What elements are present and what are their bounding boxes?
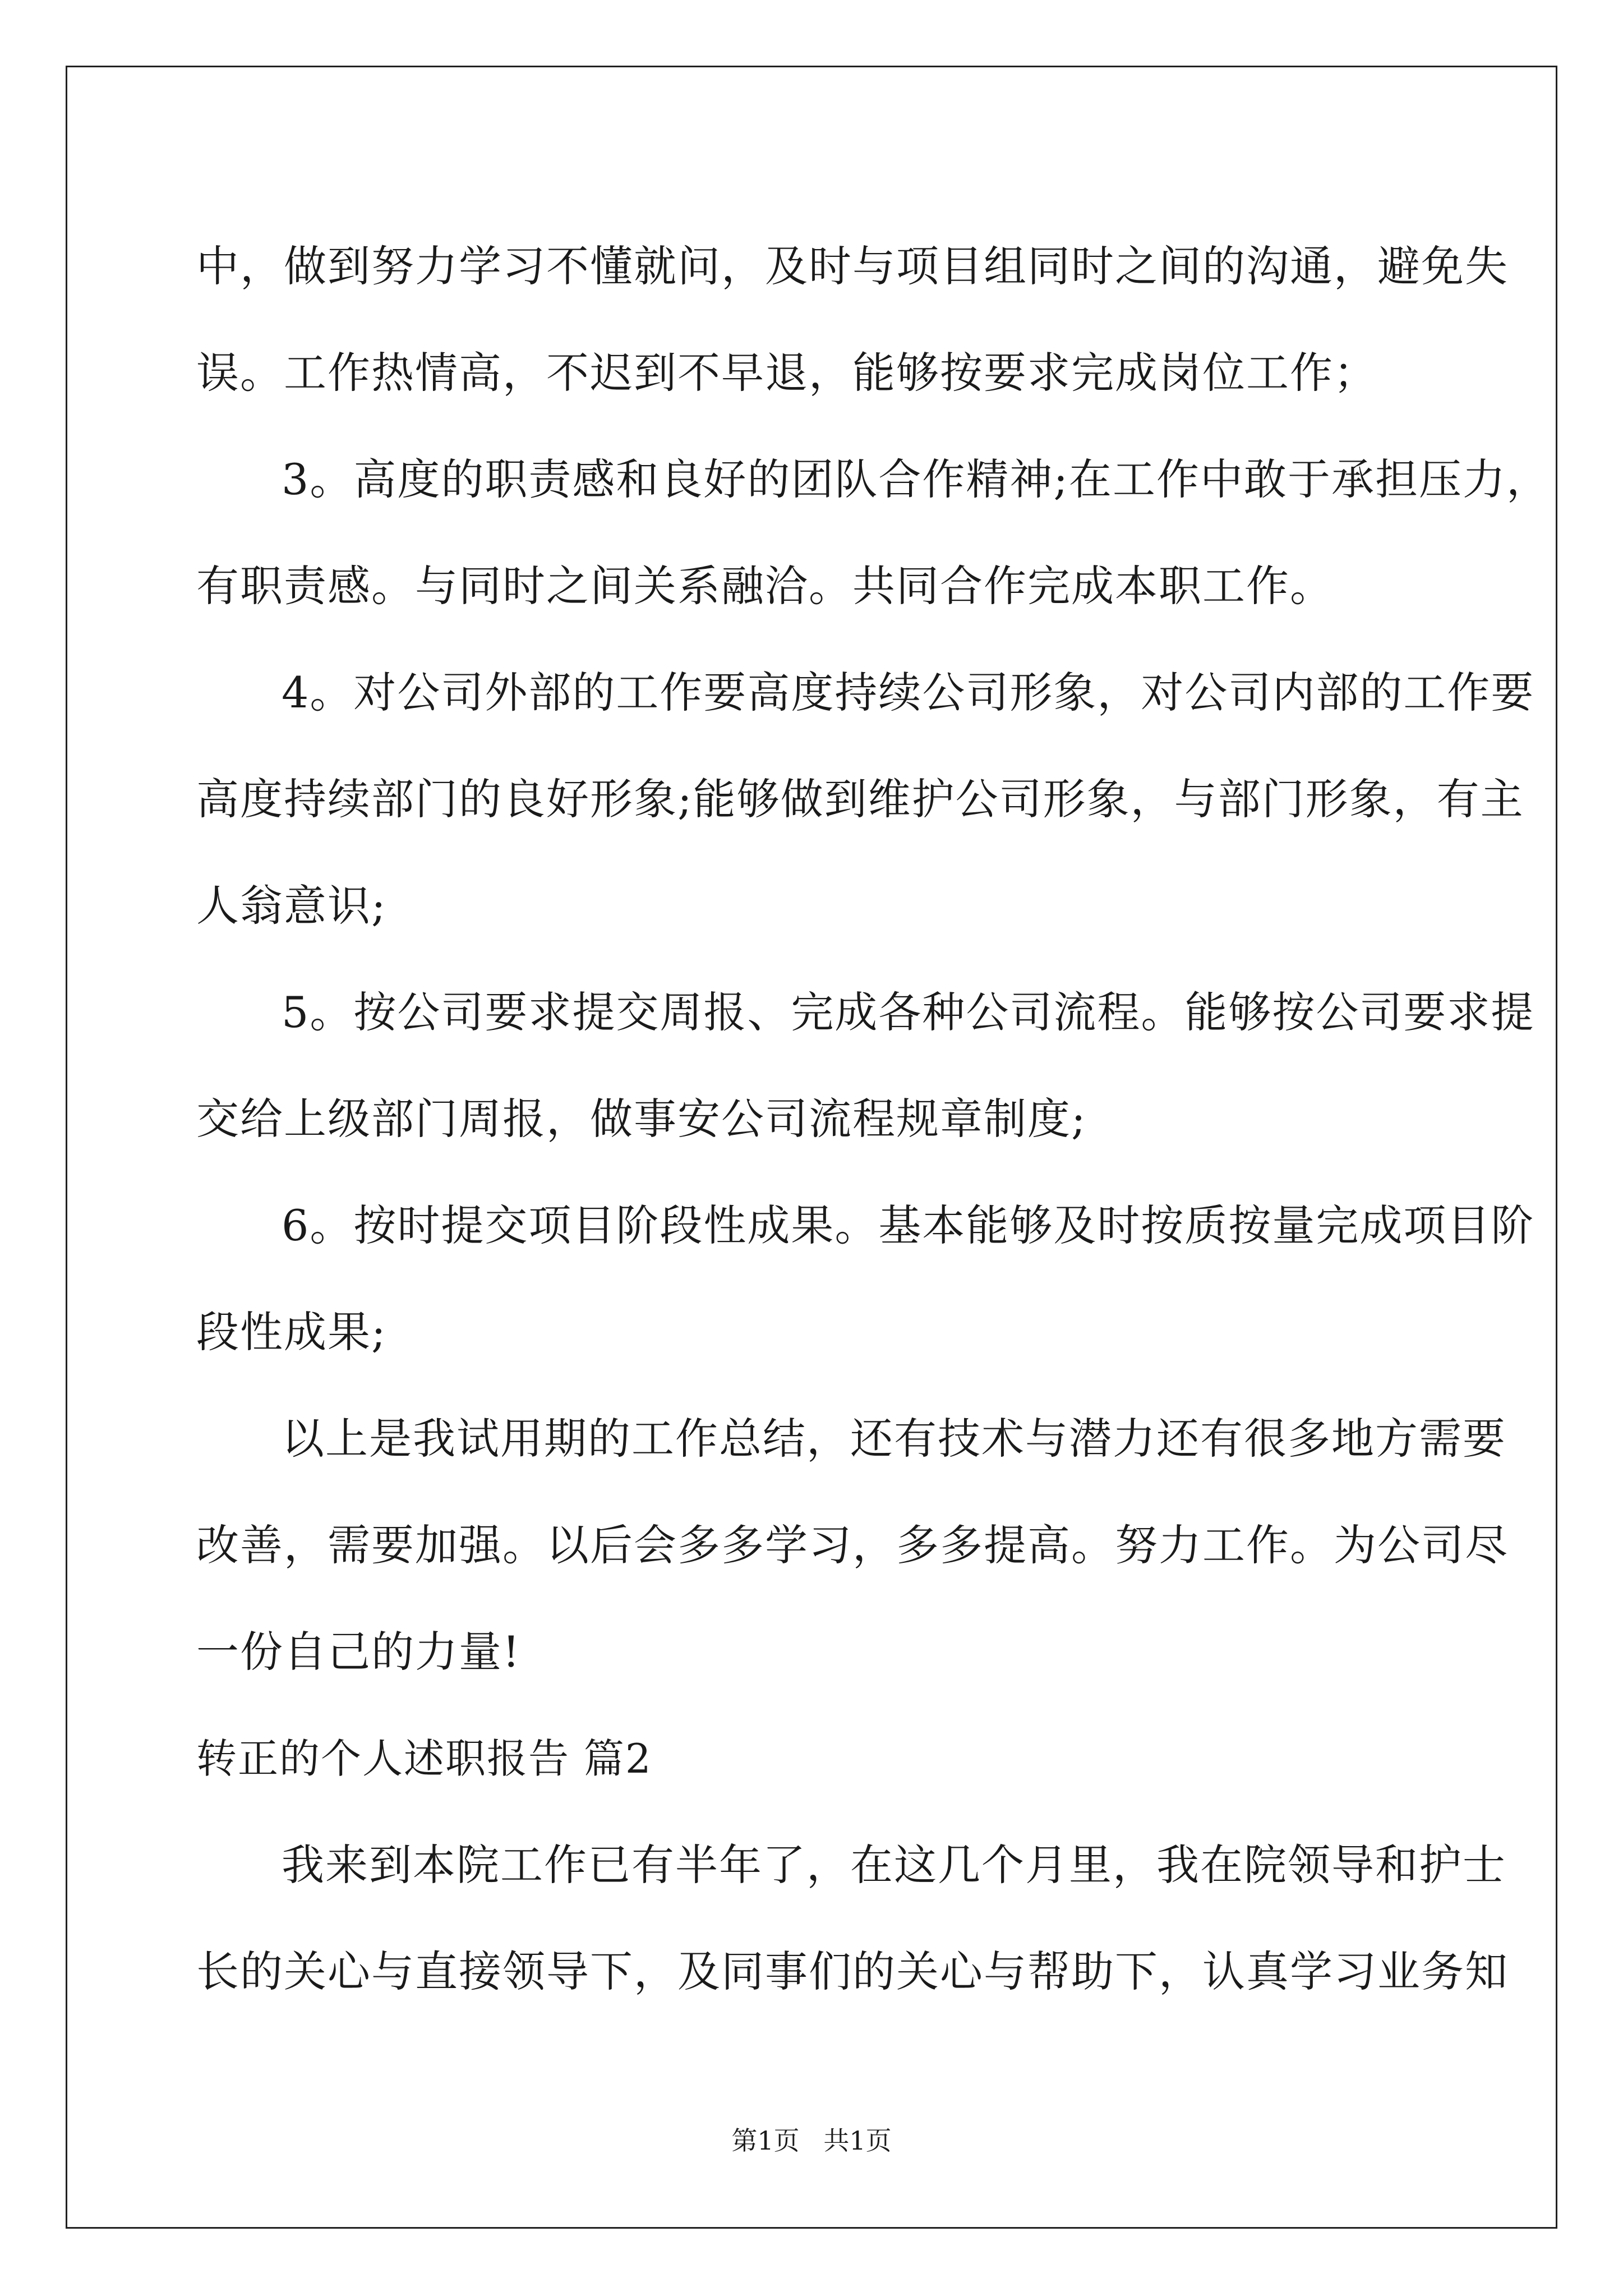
body-line: 4。对公司外部的工作要高度持续公司形象，对公司内部的工作要 — [282, 668, 1535, 717]
page-footer — [0, 2120, 1623, 2157]
document-body — [196, 213, 1550, 2025]
page-number: 第1页 — [731, 2125, 800, 2156]
body-line: 人翁意识; — [196, 881, 387, 931]
body-line: 以上是我试用期的工作总结，还有技术与潜力还有很多地方需要 — [282, 1414, 1506, 1464]
body-line: 长的关心与直接领导下，及同事们的关心与帮助下，认真学习业务知 — [196, 1947, 1509, 1996]
body-line: 误。工作热情高，不迟到不早退，能够按要求完成岗位工作； — [196, 348, 1377, 398]
body-line: 改善，需要加强。以后会多多学习，多多提高。努力工作。为公司尽 — [196, 1520, 1509, 1570]
body-line: 交给上级部门周报，做事安公司流程规章制度; — [196, 1094, 1087, 1144]
body-line: 我来到本院工作已有半年了，在这几个月里，我在院领导和护士 — [282, 1840, 1506, 1890]
body-line: 有职责感。与同时之间关系融洽。共同合作完成本职工作。 — [196, 561, 1334, 611]
page-total: 共1页 — [823, 2125, 892, 2156]
body-line: 一份自己的力量! — [196, 1627, 521, 1677]
body-line: 6。按时提交项目阶段性成果。基本能够及时按质按量完成项目阶 — [282, 1200, 1535, 1250]
body-line: 3。高度的职责感和良好的团队合作精神;在工作中敢于承担压力， — [282, 454, 1550, 504]
body-line: 中，做到努力学习不懂就问，及时与项目组同时之间的沟通，避免失 — [196, 241, 1509, 291]
body-line: 5。按公司要求提交周报、完成各种公司流程。能够按公司要求提 — [282, 987, 1535, 1037]
body-line: 段性成果; — [196, 1307, 387, 1357]
section-heading: 转正的个人述职报告 篇2 — [196, 1735, 652, 1782]
body-line: 高度持续部门的良好形象;能够做到维护公司形象，与部门形象，有主 — [196, 774, 1524, 824]
